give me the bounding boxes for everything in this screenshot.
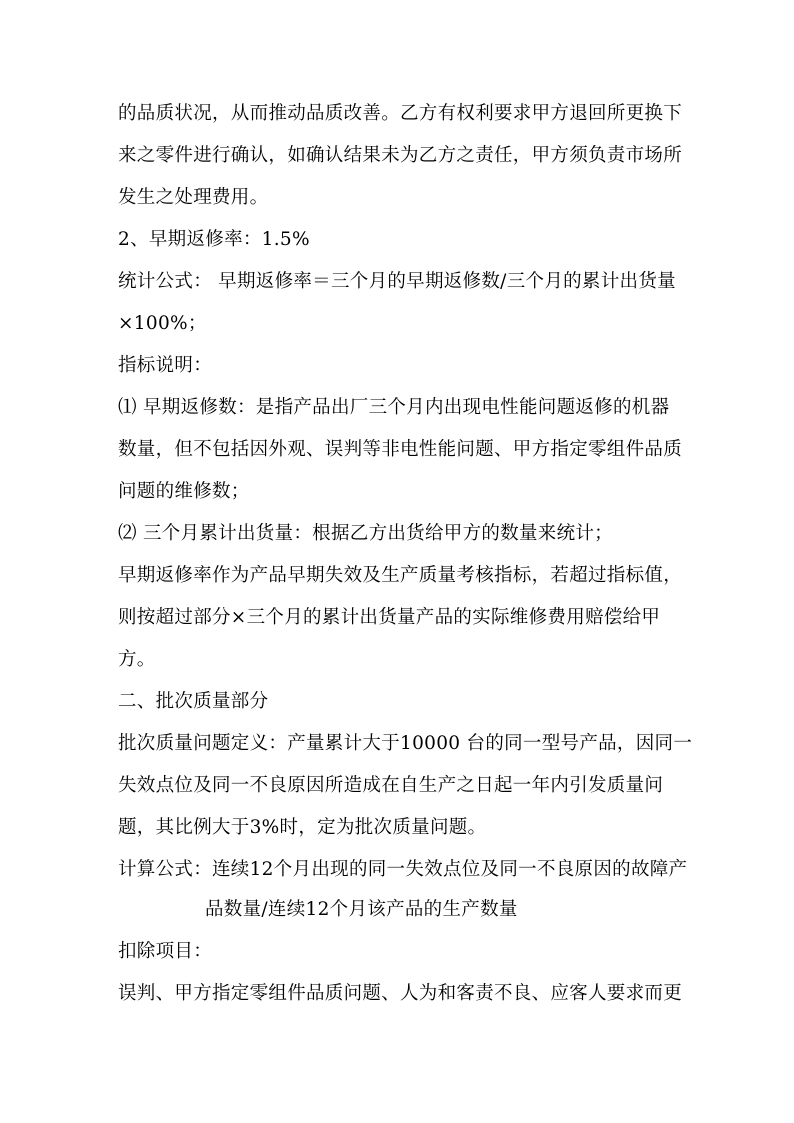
list-item: ⑵ 三个月累计出货量：根据乙方出货给甲方的数量来统计；	[118, 523, 613, 544]
formula-line: 品数量/连续12个月该产品的生产数量	[205, 899, 518, 920]
paragraph-line: 误判、甲方指定零组件品质问题、人为和客责不良、应客人要求而更	[118, 983, 683, 1004]
paragraph-line: 题，其比例大于3%时，定为批次质量问题。	[118, 817, 487, 838]
paragraph-line: 来之零件进行确认，如确认结果未为乙方之责任，甲方须负责市场所	[118, 145, 683, 166]
formula-line: 统计公式： 早期返修率＝三个月的早期返修数/三个月的累计出货量	[118, 271, 676, 292]
paragraph-line: 失效点位及同一不良原因所造成在自生产之日起一年内引发质量问	[118, 775, 664, 796]
paragraph-line: 早期返修率作为产品早期失效及生产质量考核指标，若超过指标值，	[118, 565, 683, 586]
list-item: 数量，但不包括因外观、误判等非电性能问题、甲方指定零组件品质	[118, 439, 683, 460]
section-item-early-repair-rate: 2、早期返修率：1.5%	[118, 229, 310, 250]
list-item: ⑴ 早期返修数：是指产品出厂三个月内出现电性能问题返修的机器	[118, 397, 670, 418]
section-heading: 二、批次质量部分	[118, 691, 269, 712]
paragraph-line: 方。	[118, 649, 156, 670]
indicator-heading: 指标说明：	[118, 355, 213, 376]
paragraph-line: 则按超过部分×三个月的累计出货量产品的实际维修费用赔偿给甲	[118, 607, 661, 628]
deduction-heading: 扣除项目：	[118, 941, 213, 962]
formula-line: 计算公式：连续12个月出现的同一失效点位及同一不良原因的故障产	[118, 859, 688, 880]
paragraph-line: 批次质量问题定义：产量累计大于10000 台的同一型号产品，因同一	[118, 733, 693, 754]
list-item: 问题的维修数；	[118, 481, 250, 502]
formula-line: ×100%；	[118, 313, 207, 334]
paragraph-line: 发生之处理费用。	[118, 187, 269, 208]
paragraph-line: 的品质状况，从而推动品质改善。乙方有权利要求甲方退回所更换下	[118, 103, 683, 124]
